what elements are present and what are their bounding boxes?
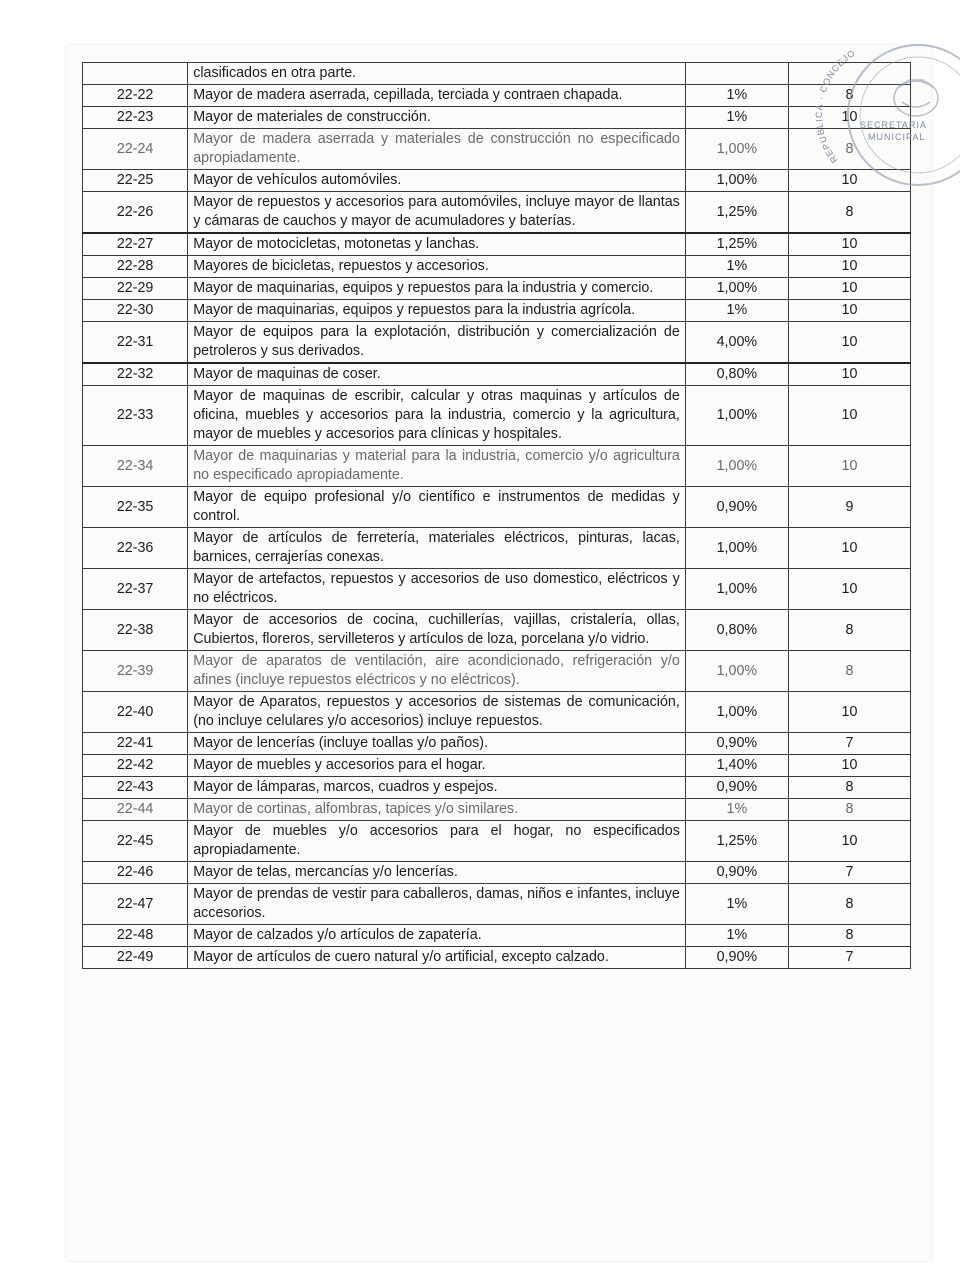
code-cell: 22-45 — [83, 821, 188, 862]
minimum-cell: 9 — [788, 487, 910, 528]
rate-cell: 1% — [685, 300, 788, 322]
table-body — [83, 63, 911, 969]
rate-cell: 1,25% — [685, 233, 788, 256]
description-cell: Mayor de Aparatos, repuestos y accesorios de sistemas de comunicación, (no incluye celulares y/o accesorios) incluye repuestos. — [188, 692, 686, 733]
rate-cell: 0,80% — [685, 363, 788, 386]
description-cell: Mayor de maquinarias y material para la industria, comercio y/o agricultura no especificado apropiadamente. — [188, 446, 686, 487]
table-row — [83, 63, 911, 85]
rate-cell: 1% — [685, 925, 788, 947]
table-row — [83, 233, 911, 256]
rate-cell: 1,00% — [685, 278, 788, 300]
minimum-cell: 8 — [788, 799, 910, 821]
description-cell: Mayor de maquinas de coser. — [188, 363, 686, 386]
rate-cell: 0,90% — [685, 733, 788, 755]
code-cell: 22-43 — [83, 777, 188, 799]
minimum-cell: 10 — [788, 821, 910, 862]
code-cell: 22-30 — [83, 300, 188, 322]
rate-cell: 0,90% — [685, 862, 788, 884]
table-row — [83, 278, 911, 300]
description-cell: Mayor de motocicletas, motonetas y lanchas. — [188, 233, 686, 256]
table-row — [83, 107, 911, 129]
code-cell: 22-27 — [83, 233, 188, 256]
table-row — [83, 862, 911, 884]
minimum-cell: 7 — [788, 862, 910, 884]
minimum-cell: 8 — [788, 192, 910, 234]
minimum-cell: 8 — [788, 129, 910, 170]
rate-cell: 0,90% — [685, 947, 788, 969]
minimum-cell: 10 — [788, 233, 910, 256]
code-cell: 22-48 — [83, 925, 188, 947]
minimum-cell: 10 — [788, 386, 910, 446]
minimum-cell: 7 — [788, 947, 910, 969]
code-cell: 22-33 — [83, 386, 188, 446]
description-cell: Mayor de madera aserrada, cepillada, terciada y contraen chapada. — [188, 85, 686, 107]
seal-line-2: MUNICIPAL — [868, 132, 926, 142]
rate-cell: 1,00% — [685, 569, 788, 610]
code-cell: 22-36 — [83, 528, 188, 569]
minimum-cell: 8 — [788, 777, 910, 799]
table-row — [83, 528, 911, 569]
table-row — [83, 884, 911, 925]
minimum-cell: 10 — [788, 692, 910, 733]
description-cell: Mayor de telas, mercancías y/o lencerías. — [188, 862, 686, 884]
code-cell: 22-26 — [83, 192, 188, 234]
table-row — [83, 610, 911, 651]
description-cell: Mayor de materiales de construcción. — [188, 107, 686, 129]
rate-cell: 1% — [685, 256, 788, 278]
table-row — [83, 692, 911, 733]
table-row — [83, 947, 911, 969]
rate-cell: 1,00% — [685, 170, 788, 192]
description-cell: Mayor de artículos de ferretería, materiales eléctricos, pinturas, lacas, barnices, cerrajerías conexas. — [188, 528, 686, 569]
minimum-cell: 10 — [788, 322, 910, 364]
table-row — [83, 925, 911, 947]
description-cell: Mayor de lámparas, marcos, cuadros y espejos. — [188, 777, 686, 799]
table-row — [83, 256, 911, 278]
code-cell: 22-44 — [83, 799, 188, 821]
description-cell: Mayores de bicicletas, repuestos y accesorios. — [188, 256, 686, 278]
description-cell: Mayor de maquinarias, equipos y repuestos para la industria agrícola. — [188, 300, 686, 322]
minimum-cell: 10 — [788, 528, 910, 569]
rate-cell: 4,00% — [685, 322, 788, 364]
description-cell: Mayor de prendas de vestir para caballeros, damas, niños e infantes, incluye accesorios. — [188, 884, 686, 925]
code-cell: 22-38 — [83, 610, 188, 651]
table-row — [83, 755, 911, 777]
table-row — [83, 777, 911, 799]
table-row — [83, 446, 911, 487]
table-row — [83, 363, 911, 386]
minimum-cell — [788, 63, 910, 85]
code-cell: 22-25 — [83, 170, 188, 192]
code-cell: 22-34 — [83, 446, 188, 487]
code-cell: 22-35 — [83, 487, 188, 528]
code-cell: 22-24 — [83, 129, 188, 170]
minimum-cell: 8 — [788, 610, 910, 651]
table-row — [83, 799, 911, 821]
minimum-cell: 10 — [788, 256, 910, 278]
rate-cell: 1,00% — [685, 651, 788, 692]
seal-line-1: SECRETARIA — [860, 120, 927, 130]
description-cell: Mayor de aparatos de ventilación, aire acondicionado, refrigeración y/o afines (incluye repuestos eléctricos y no eléctricos). — [188, 651, 686, 692]
rate-cell — [685, 63, 788, 85]
minimum-cell: 7 — [788, 733, 910, 755]
code-cell: 22-32 — [83, 363, 188, 386]
minimum-cell: 8 — [788, 925, 910, 947]
code-cell: 22-28 — [83, 256, 188, 278]
seal-top-text: REPUBLICA · CONCEJO — [813, 47, 858, 165]
code-cell: 22-23 — [83, 107, 188, 129]
minimum-cell: 8 — [788, 85, 910, 107]
minimum-cell: 10 — [788, 569, 910, 610]
rate-cell: 0,90% — [685, 777, 788, 799]
rate-cell: 1% — [685, 799, 788, 821]
table-row — [83, 821, 911, 862]
rate-cell: 1,25% — [685, 821, 788, 862]
rate-cell: 1% — [685, 85, 788, 107]
tax-rate-table — [82, 62, 911, 969]
rate-cell: 1,00% — [685, 446, 788, 487]
description-cell: Mayor de accesorios de cocina, cuchillerías, vajillas, cristalería, ollas, Cubiertos, floreros, servilleteros y artículos de loza, porcelana y/o vidrio. — [188, 610, 686, 651]
table-row — [83, 170, 911, 192]
code-cell — [83, 63, 188, 85]
code-cell: 22-49 — [83, 947, 188, 969]
minimum-cell: 8 — [788, 651, 910, 692]
code-cell: 22-22 — [83, 85, 188, 107]
code-cell: 22-47 — [83, 884, 188, 925]
table-row — [83, 322, 911, 364]
description-cell: Mayor de equipos para la explotación, distribución y comercialización de petroleros y sus derivados. — [188, 322, 686, 364]
rate-cell: 1,00% — [685, 692, 788, 733]
table-row — [83, 300, 911, 322]
minimum-cell: 10 — [788, 300, 910, 322]
table-row — [83, 129, 911, 170]
minimum-cell: 10 — [788, 755, 910, 777]
table-row — [83, 192, 911, 234]
code-cell: 22-39 — [83, 651, 188, 692]
rate-cell: 0,80% — [685, 610, 788, 651]
rate-cell: 1,00% — [685, 386, 788, 446]
description-cell: Mayor de muebles y/o accesorios para el hogar, no especificados apropiadamente. — [188, 821, 686, 862]
table-row — [83, 386, 911, 446]
minimum-cell: 10 — [788, 363, 910, 386]
table-row — [83, 733, 911, 755]
description-cell: Mayor de vehículos automóviles. — [188, 170, 686, 192]
minimum-cell: 10 — [788, 170, 910, 192]
description-cell: Mayor de lencerías (incluye toallas y/o paños). — [188, 733, 686, 755]
description-cell: Mayor de cortinas, alfombras, tapices y/o similares. — [188, 799, 686, 821]
rate-cell: 1% — [685, 884, 788, 925]
table-row — [83, 569, 911, 610]
description-cell: Mayor de maquinas de escribir, calcular y otras maquinas y artículos de oficina, muebles y accesorios para la industria, comercio y la agricultura, mayor de muebles y accesorios para clínicas y hospitales. — [188, 386, 686, 446]
table-row — [83, 487, 911, 528]
code-cell: 22-42 — [83, 755, 188, 777]
rate-cell: 1,00% — [685, 528, 788, 569]
code-cell: 22-40 — [83, 692, 188, 733]
rate-cell: 1,00% — [685, 129, 788, 170]
code-cell: 22-41 — [83, 733, 188, 755]
code-cell: 22-31 — [83, 322, 188, 364]
minimum-cell: 10 — [788, 278, 910, 300]
code-cell: 22-37 — [83, 569, 188, 610]
description-cell: Mayor de madera aserrada y materiales de construcción no especificado apropiadamente. — [188, 129, 686, 170]
code-cell: 22-29 — [83, 278, 188, 300]
code-cell: 22-46 — [83, 862, 188, 884]
minimum-cell: 10 — [788, 107, 910, 129]
description-cell: Mayor de maquinarias, equipos y repuestos para la industria y comercio. — [188, 278, 686, 300]
description-cell: Mayor de repuestos y accesorios para automóviles, incluye mayor de llantas y cámaras de cauchos y mayor de acumuladores y baterías. — [188, 192, 686, 234]
table-row — [83, 85, 911, 107]
rate-cell: 1,40% — [685, 755, 788, 777]
description-cell: Mayor de artefactos, repuestos y accesorios de uso domestico, eléctricos y no eléctricos. — [188, 569, 686, 610]
minimum-cell: 8 — [788, 884, 910, 925]
rate-cell: 1,25% — [685, 192, 788, 234]
rate-cell: 0,90% — [685, 487, 788, 528]
description-cell: Mayor de artículos de cuero natural y/o artificial, excepto calzado. — [188, 947, 686, 969]
minimum-cell: 10 — [788, 446, 910, 487]
table-row — [83, 651, 911, 692]
rate-cell: 1% — [685, 107, 788, 129]
description-cell: Mayor de muebles y accesorios para el hogar. — [188, 755, 686, 777]
description-cell: Mayor de equipo profesional y/o científico e instrumentos de medidas y control. — [188, 487, 686, 528]
description-cell: Mayor de calzados y/o artículos de zapatería. — [188, 925, 686, 947]
description-cell: clasificados en otra parte. — [188, 63, 686, 85]
